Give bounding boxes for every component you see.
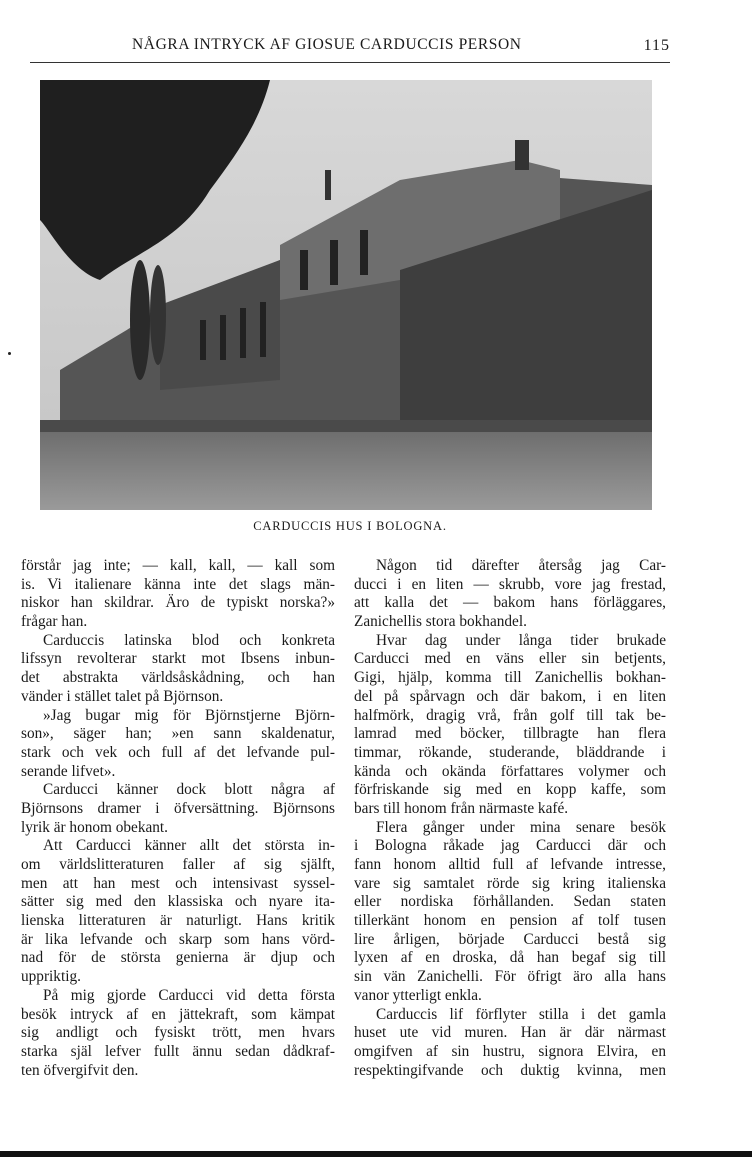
paragraph	[354, 819, 666, 1006]
text-line: serande lifvet».	[21, 762, 116, 780]
text-line: lamrad med böcker, tillbragte han flera	[354, 725, 666, 743]
right-column	[354, 557, 666, 1080]
text-line: är lika lefvande och skarp som hans vörd-	[21, 930, 335, 948]
text-line: respektingifvande och duktig kvinna, men	[354, 1061, 666, 1079]
text-line: förstår jag inte; — kall, kall, — kall som	[21, 557, 335, 574]
text-line: lyxen af en droska, då han begaf sig till	[354, 949, 666, 967]
paragraph	[21, 987, 335, 1080]
text-line: huset ute vid muren. Han är där närmast	[354, 1024, 666, 1042]
text-line: vänder i stället talet på Björnson.	[21, 687, 224, 705]
text-line: son», säger han; »en sann skaldenatur,	[21, 725, 335, 743]
text-line: »Jag bugar mig för Björnstjerne Björn-	[43, 706, 335, 724]
text-line: fann honom alltid full af lefvande intresse,	[354, 856, 666, 873]
text-line: ten öfvergifvit den.	[21, 1061, 139, 1079]
text-line: det abstrakta världsåskådning, och han	[21, 669, 335, 687]
paragraph	[354, 557, 666, 632]
paragraph	[354, 632, 666, 819]
header-rule	[30, 62, 670, 63]
text-line: Carduccis latinska blod och konkreta	[43, 631, 335, 649]
scan-speck	[8, 352, 11, 355]
text-line: nad för de största genierna är djup och	[21, 949, 335, 967]
text-line: På mig gjorde Carducci vid detta första	[43, 986, 335, 1004]
text-line: vare sig samtalet rörde sig kring italienska	[354, 874, 666, 892]
paragraph	[21, 837, 335, 987]
text-line: del på spårvagn och där bakom, i en liten	[354, 687, 666, 705]
text-line: sin vän Zanichelli. För öfrigt äro alla hans	[354, 968, 666, 986]
text-line: i Bologna råkade jag Carducci där och	[354, 837, 666, 855]
text-line: ducci i en liten — skrubb, vore jag frestad,	[354, 575, 666, 593]
text-line: men att han mest och intensivast syssel-	[21, 874, 335, 892]
text-line: lyrik är honom obekant.	[21, 818, 168, 836]
text-line: Hvar dag under långa tider brukade	[376, 631, 666, 649]
text-line: niskor han skildrar. Äro de typiskt norska?»	[21, 594, 335, 612]
text-line: lire årligen, började Carducci bestå sig	[354, 930, 666, 948]
text-line: halfmörk, dragig vrå, från golf till tak be-	[354, 706, 666, 724]
text-line: timmar, rökande, studerande, bläddrande i	[354, 743, 666, 761]
text-line: om världslitteraturen faller af sig själft,	[21, 856, 335, 873]
text-line: Carducci känner dock blott några af	[43, 781, 335, 799]
text-line: bars till honom från närmaste kafé.	[354, 799, 569, 817]
paragraph	[21, 557, 335, 632]
paragraph	[21, 707, 335, 782]
scan-edge	[0, 1151, 752, 1157]
text-line: sätter sig med den klassiska och nyare ita-	[21, 893, 335, 911]
running-title: NÅGRA INTRYCK AF GIOSUE CARDUCCIS PERSON	[132, 36, 522, 53]
text-line: Att Carducci känner allt det största in-	[43, 837, 335, 855]
text-line: sig andligt och fysiskt trött, men hvars	[21, 1024, 335, 1042]
text-line: eller nordiska förhållanden. Sedan staten	[354, 893, 666, 911]
page-header	[30, 36, 670, 60]
text-line: is. Vi italienare känna inte det slags män-	[21, 575, 335, 593]
text-line: lienska litteraturen är naturligt. Hans kritik	[21, 912, 335, 930]
text-line: Gigi, hjälp, komma till Zanichellis bokhan-	[354, 669, 666, 687]
photo-carduccis-house	[40, 80, 652, 510]
text-line: uppriktig.	[21, 968, 81, 986]
text-line: stark och vek och full af det lefvande pul-	[21, 743, 335, 761]
text-line: Zanichellis stora bokhandel.	[354, 613, 527, 631]
paragraph	[21, 781, 335, 837]
text-line: Carducci med en väns eller sin betjents,	[354, 650, 666, 668]
text-line: att kalla det — bakom hans förläggares,	[354, 594, 666, 612]
figure-caption: CARDUCCIS HUS I BOLOGNA.	[253, 519, 447, 533]
text-line: tillerkänt honom en pension af tolf tusen	[354, 912, 666, 930]
text-line: Carduccis lif förflyter stilla i det gamla	[376, 1005, 666, 1023]
paragraph	[354, 1006, 666, 1081]
text-line: förfriskande sig med en kopp kaffe, som	[354, 781, 666, 799]
text-line: frågar han.	[21, 613, 88, 631]
page-number: 115	[643, 37, 670, 54]
text-line: kända och okända författares volymer och	[354, 762, 666, 780]
left-column	[21, 557, 335, 1080]
paragraph	[21, 632, 335, 707]
text-line: starka själ lefver fullt ännu sedan dådkraf-	[21, 1042, 335, 1060]
text-line: besök intryck af en jättekraft, som kämpat	[21, 1005, 335, 1023]
text-line: omgifven af sin hustru, signora Elvira, en	[354, 1042, 666, 1060]
text-line: Någon tid därefter återsåg jag Car-	[376, 557, 666, 574]
text-line: vanor ytterligt enkla.	[354, 986, 482, 1004]
text-line: Flera gånger under mina senare besök	[376, 818, 666, 836]
text-line: Björnsons dramer i öfversättning. Björnsons	[21, 799, 335, 817]
text-line: lifssyn revolterar starkt mot Ibsens inbun-	[21, 650, 335, 668]
